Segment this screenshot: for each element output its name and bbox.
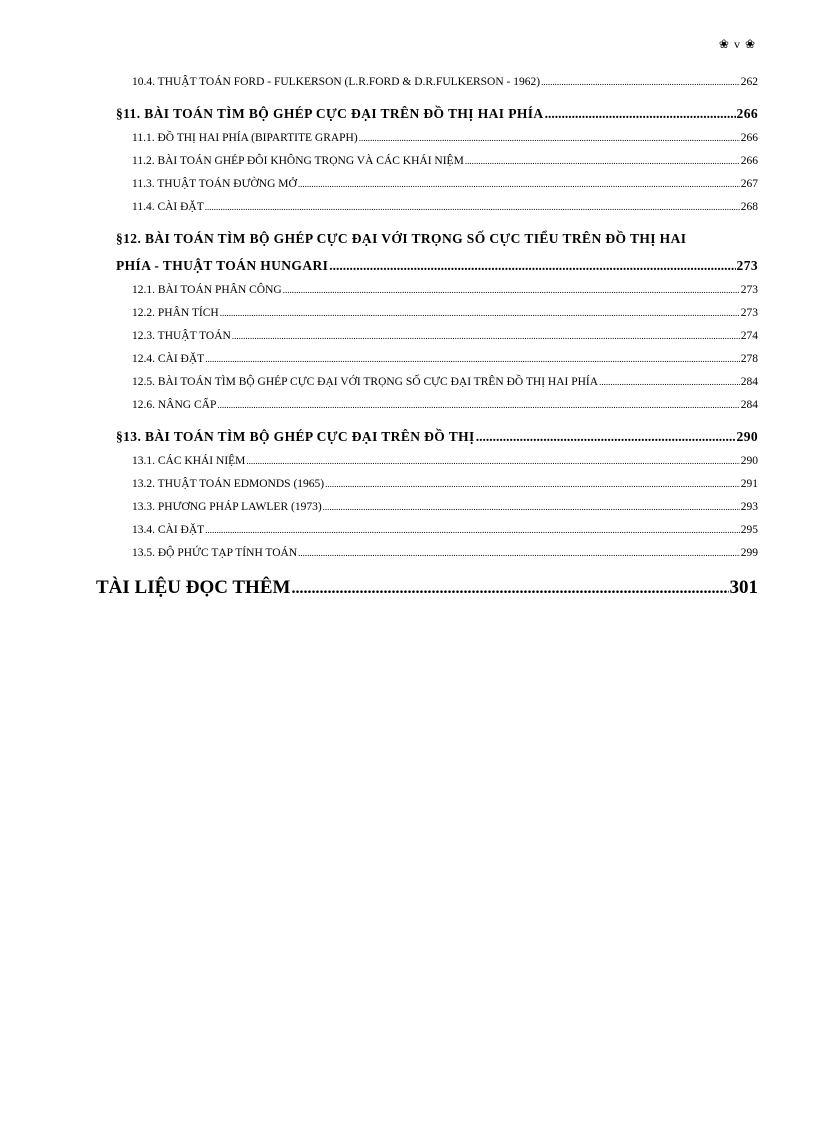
toc-entry[interactable] xyxy=(132,455,758,467)
dot-leader xyxy=(476,429,736,445)
dot-leader xyxy=(298,548,740,558)
toc-entry-title: 13.4. CÀI ĐẶT xyxy=(132,524,205,536)
toc-entry-title: 12.1. BÀI TOÁN PHÂN CÔNG xyxy=(132,284,282,296)
toc-section-title: §11. BÀI TOÁN TÌM BỘ GHÉP CỰC ĐẠI TRÊN ĐỒ THỊ HAI PHÍA xyxy=(116,106,544,121)
toc-entry-title: 12.6. NÂNG CẤP xyxy=(132,399,217,411)
toc-entry[interactable] xyxy=(132,501,758,513)
toc-entry-page: 268 xyxy=(740,201,758,213)
dot-leader xyxy=(232,331,740,341)
toc-entry-page: 293 xyxy=(740,501,758,513)
toc-entry-title: 12.5. BÀI TOÁN TÌM BỘ GHÉP CỰC ĐẠI VỚI TRỌNG SỐ CỰC ĐẠI TRÊN ĐỒ THỊ HAI PHÍA xyxy=(132,376,599,388)
toc-entry[interactable] xyxy=(132,178,758,190)
toc-section-page: 273 xyxy=(736,258,758,273)
toc-entry-page: 284 xyxy=(740,376,758,388)
dot-leader xyxy=(545,106,736,122)
toc-entry-page: 267 xyxy=(740,178,758,190)
toc-entry-page: 273 xyxy=(740,307,758,319)
page-number-header: ❀ v ❀ xyxy=(718,37,756,51)
toc-entry[interactable] xyxy=(132,201,758,213)
toc-section-12[interactable] xyxy=(116,258,758,274)
toc-entry[interactable] xyxy=(132,478,758,490)
toc-entry-page: 284 xyxy=(740,399,758,411)
dot-leader xyxy=(283,285,740,295)
dot-leader xyxy=(291,580,728,598)
dot-leader xyxy=(205,354,740,364)
toc-entry-page: 278 xyxy=(740,353,758,365)
toc-entry-title: 13.1. CÁC KHÁI NIỆM xyxy=(132,455,246,467)
toc-section-title: §13. BÀI TOÁN TÌM BỘ GHÉP CỰC ĐẠI TRÊN ĐỒ THỊ xyxy=(116,429,475,444)
dot-leader xyxy=(246,456,739,466)
toc-entry[interactable] xyxy=(132,547,758,559)
dot-leader xyxy=(298,179,740,189)
toc-entry-title: 11.1. ĐỒ THỊ HAI PHÍA (BIPARTITE GRAPH) xyxy=(132,132,358,144)
dot-leader xyxy=(541,77,740,87)
toc-entry[interactable] xyxy=(132,155,758,167)
toc-entry-title: 12.2. PHÂN TÍCH xyxy=(132,307,219,319)
toc-entry-page: 266 xyxy=(740,132,758,144)
dot-leader xyxy=(205,202,740,212)
toc-references-page: 301 xyxy=(729,577,758,598)
dot-leader xyxy=(359,133,740,143)
dot-leader xyxy=(465,156,740,166)
dot-leader xyxy=(329,258,735,274)
toc-entry-title: 12.3. THUẬT TOÁN xyxy=(132,330,231,342)
toc-section-13[interactable] xyxy=(116,429,758,445)
toc-references-title: TÀI LIỆU ĐỌC THÊM xyxy=(96,577,291,598)
toc-entry-page: 290 xyxy=(740,455,758,467)
toc-entry[interactable] xyxy=(132,132,758,144)
toc-section-title: PHÍA - THUẬT TOÁN HUNGARI xyxy=(116,258,329,273)
toc-entry[interactable] xyxy=(132,330,758,342)
toc-entry[interactable] xyxy=(132,76,758,88)
toc-section-11[interactable] xyxy=(116,106,758,122)
toc-entry-page: 274 xyxy=(740,330,758,342)
toc-entry-title: 13.2. THUẬT TOÁN EDMONDS (1965) xyxy=(132,478,325,490)
toc-entry-title: 13.5. ĐỘ PHỨC TẠP TÍNH TOÁN xyxy=(132,547,298,559)
toc-entry[interactable] xyxy=(132,353,758,365)
dot-leader xyxy=(599,377,740,387)
toc-entry[interactable] xyxy=(132,524,758,536)
toc-entry-page: 273 xyxy=(740,284,758,296)
dot-leader xyxy=(323,502,740,512)
dot-leader xyxy=(205,525,740,535)
toc-entry-page: 262 xyxy=(740,76,758,88)
toc-entry[interactable] xyxy=(132,376,758,388)
toc-entry-title: 11.4. CÀI ĐẶT xyxy=(132,201,204,213)
toc-entry-page: 266 xyxy=(740,155,758,167)
toc-entry-page: 291 xyxy=(740,478,758,490)
toc-entry[interactable] xyxy=(132,284,758,296)
toc-section-page: 290 xyxy=(736,429,758,444)
toc-entry-page: 295 xyxy=(740,524,758,536)
toc-entry-title: 12.4. CÀI ĐẶT xyxy=(132,353,205,365)
toc-entry-title: 10.4. THUẬT TOÁN FORD - FULKERSON (L.R.FORD & D.R.FULKERSON - 1962) xyxy=(132,76,541,88)
toc-entry-title: 13.3. PHƯƠNG PHÁP LAWLER (1973) xyxy=(132,501,322,513)
dot-leader xyxy=(325,479,740,489)
toc-entry-title: 11.2. BÀI TOÁN GHÉP ĐÔI KHÔNG TRỌNG VÀ CÁC KHÁI NIỆM xyxy=(132,155,464,167)
toc-section-12-title-line1[interactable]: §12. BÀI TOÁN TÌM BỘ GHÉP CỰC ĐẠI VỚI TRỌNG SỐ CỰC TIỂU TRÊN ĐỒ THỊ HAI xyxy=(116,231,687,246)
toc-entry-page: 299 xyxy=(740,547,758,559)
toc-references[interactable] xyxy=(96,577,758,599)
toc-entry-title: 11.3. THUẬT TOÁN ĐƯỜNG MỞ xyxy=(132,178,297,190)
toc-entry[interactable] xyxy=(132,307,758,319)
toc-section-page: 266 xyxy=(736,106,758,121)
dot-leader xyxy=(217,400,739,410)
toc-entry[interactable] xyxy=(132,399,758,411)
dot-leader xyxy=(220,308,740,318)
